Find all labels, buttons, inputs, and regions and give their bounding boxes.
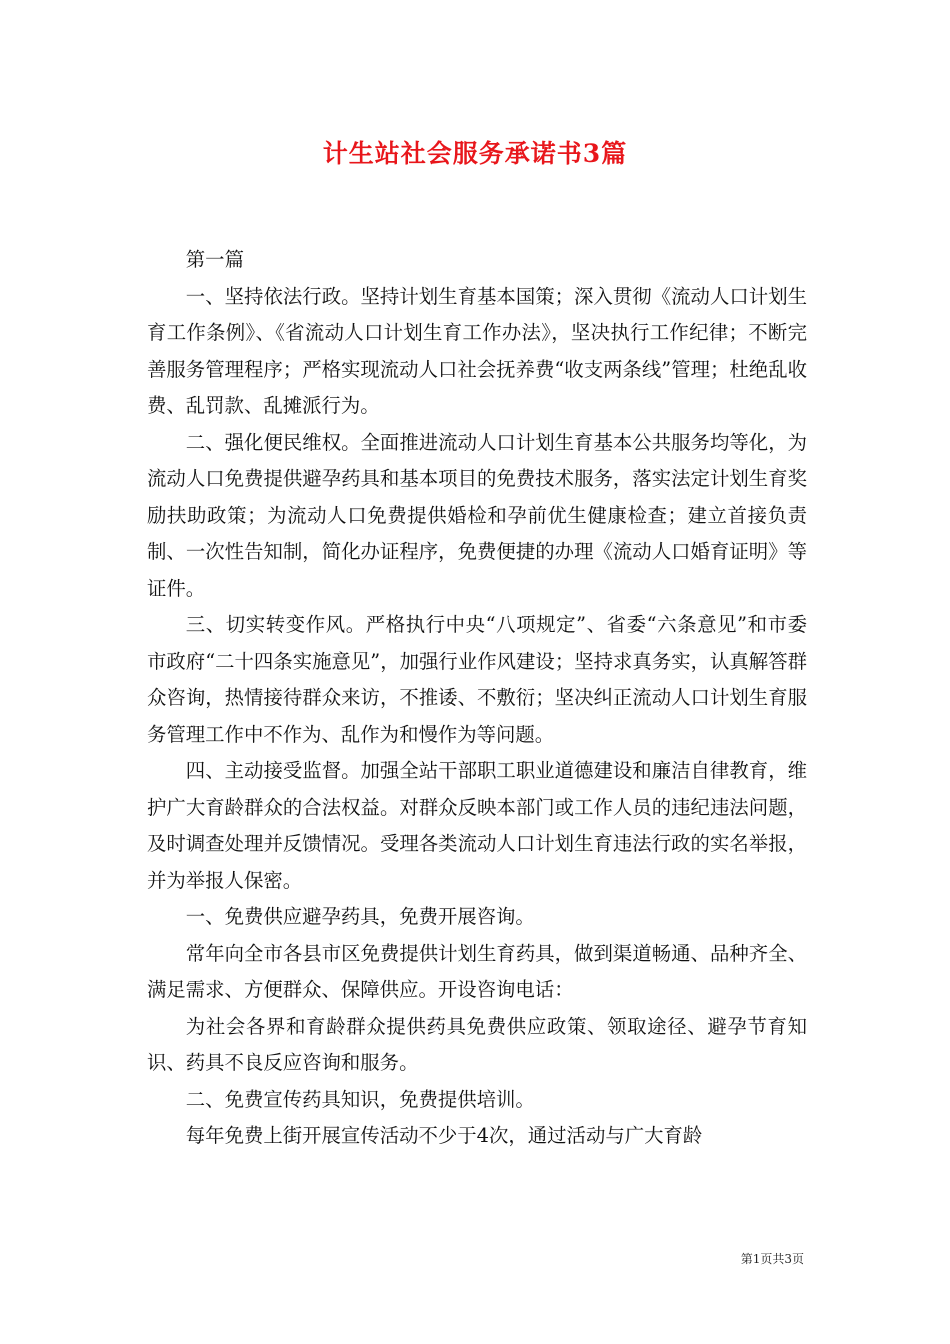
paragraph: 每年免费上街开展宣传活动不少于4次，通过活动与广大育龄	[185, 1124, 703, 1147]
paragraph: 二、强化便民维权。全面推进流动人口计划生育基本公共服务均等化，为流动人口免费提供避孕药具和基本项目的免费技术服务，落实法定计划生育奖励扶助政策；为流动人口免费提供婚检和孕前优生健康检查；建立首接负责制、一次性告知制，简化办证程序，免费便捷的办理《流动人口婚育证明》等证件。	[147, 430, 807, 600]
paragraph: 二、免费宣传药具知识，免费提供培训。	[185, 1087, 535, 1111]
paragraph: 一、免费供应避孕药具，免费开展咨询。	[185, 905, 535, 928]
document-body	[147, 242, 807, 1155]
page-number-footer: 第1页共3页	[740, 1252, 804, 1266]
section-heading: 第一篇	[185, 248, 244, 271]
paragraph: 为社会各界和育龄群众提供药具免费供应政策、领取途径、避孕节育知识、药具不良反应咨询和服务。	[147, 1014, 807, 1074]
paragraph: 四、主动接受监督。加强全站干部职工职业道德建设和廉洁自律教育，维护广大育龄群众的合法权益。对群众反映本部门或工作人员的违纪违法问题，及时调查处理并反馈情况。受理各类流动人口计划生育违法行政的实名举报，并为举报人保密。	[147, 759, 807, 892]
paragraph: 三、切实转变作风。严格执行中央“八项规定”、省委“六条意见”和市委市政府“二十四条实施意见”，加强行业作风建设；坚持求真务实，认真解答群众咨询，热情接待群众来访，不推诿、不敷衍；坚决纠正流动人口计划生育服务管理工作中不作为、乱作为和慢作为等问题。	[147, 613, 807, 746]
document-title: 计生站社会服务承诺书3篇	[322, 139, 628, 168]
paragraph: 一、坚持依法行政。坚持计划生育基本国策；深入贯彻《流动人口计划生育工作条例》、《省流动人口计划生育工作办法》，坚决执行工作纪律；不断完善服务管理程序；严格实现流动人口社会抚养费“收支两条线”管理；杜绝乱收费、乱罚款、乱摊派行为。	[147, 284, 807, 417]
paragraph: 常年向全市各县市区免费提供计划生育药具，做到渠道畅通、品种齐全、满足需求、方便群众、保障供应。开设咨询电话：	[147, 941, 807, 1001]
